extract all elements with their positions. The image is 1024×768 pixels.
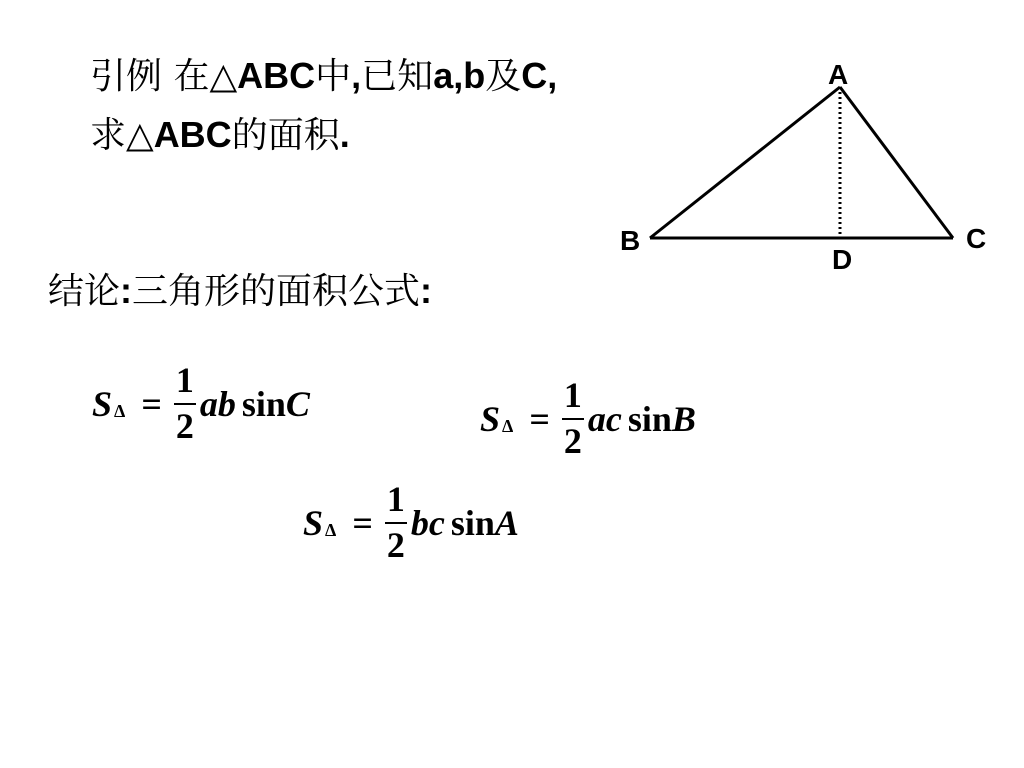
triangle-name: ABC — [153, 114, 232, 155]
formula-sin-a — [303, 481, 519, 565]
triangle-name: ABC — [237, 55, 316, 96]
equals-sign: = — [529, 398, 550, 439]
area-symbol: S — [303, 502, 324, 543]
conclusion-text: 三角形的面积公式 — [132, 271, 421, 312]
vertex-a-label: A — [828, 59, 849, 90]
denominator: 2 — [386, 524, 405, 565]
denominator: 2 — [563, 420, 582, 461]
problem-text: 已知 — [361, 56, 434, 97]
side-ab — [650, 87, 840, 238]
triangle-diagram — [600, 50, 1000, 290]
period: . — [339, 114, 350, 155]
comma: , — [351, 55, 362, 96]
triangle-subscript: Δ — [502, 416, 514, 437]
fraction — [174, 362, 196, 446]
sine-function: sin — [627, 398, 672, 439]
angle-variable: C — [285, 383, 310, 424]
formula-sin-c — [92, 362, 310, 446]
problem-text: 引例 在△ — [90, 56, 238, 97]
fraction — [562, 377, 584, 461]
problem-line-1 — [90, 55, 557, 97]
equals-sign: = — [141, 383, 162, 424]
colon: : — [420, 270, 433, 311]
vertex-c-label: C — [966, 223, 987, 254]
fraction-bar — [174, 403, 196, 405]
conclusion-label: 结论 — [48, 271, 121, 312]
denominator: 2 — [175, 405, 194, 446]
vertex-b-label: B — [620, 225, 641, 256]
area-symbol: S — [480, 398, 501, 439]
side-ac — [840, 87, 953, 238]
equals-sign: = — [352, 502, 373, 543]
fraction-bar — [385, 522, 407, 524]
given-sides: a,b — [433, 55, 486, 96]
numerator: 1 — [386, 479, 405, 519]
angle-variable: A — [494, 502, 519, 543]
side-variables: bc — [410, 502, 445, 543]
side-variables: ab — [199, 383, 236, 424]
problem-line-2 — [90, 114, 350, 156]
numerator: 1 — [563, 375, 582, 415]
fraction-bar — [562, 418, 584, 420]
angle-variable: B — [671, 398, 696, 439]
side-variables: ac — [587, 398, 622, 439]
problem-text: 及 — [485, 56, 522, 97]
conclusion-heading — [48, 270, 432, 312]
foot-d-label: D — [832, 244, 853, 275]
formula-sin-b — [480, 377, 696, 461]
problem-text: 的面积 — [231, 115, 340, 156]
triangle-subscript: Δ — [325, 520, 337, 541]
sine-function: sin — [241, 383, 286, 424]
problem-text: 中 — [315, 56, 352, 97]
numerator: 1 — [175, 360, 194, 400]
triangle-subscript: Δ — [114, 401, 126, 422]
colon: : — [120, 270, 133, 311]
given-angle: C, — [521, 55, 558, 96]
fraction — [385, 481, 407, 565]
area-symbol: S — [92, 383, 113, 424]
problem-text: 求△ — [90, 115, 154, 156]
sine-function: sin — [450, 502, 495, 543]
